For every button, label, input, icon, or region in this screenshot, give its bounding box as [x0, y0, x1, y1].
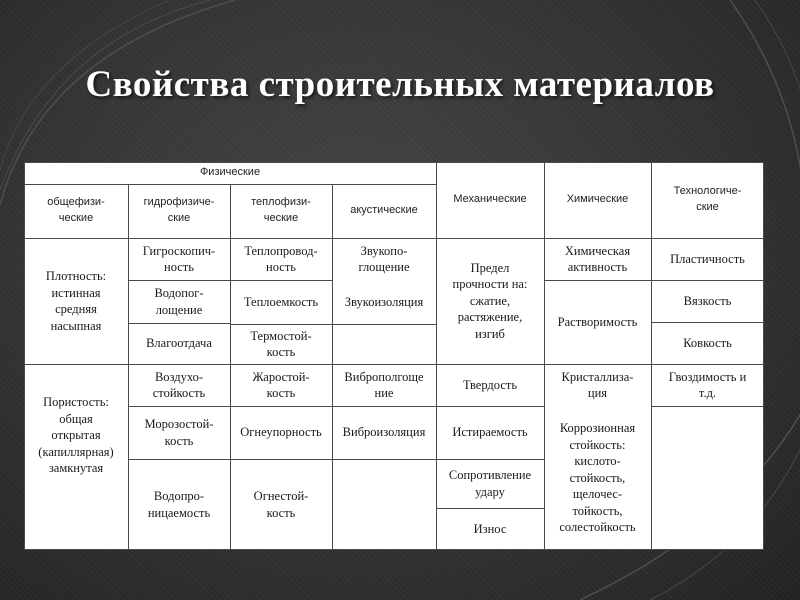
cell-strength: Предел прочности на: сжатие, растяжение, изгиб: [452, 260, 528, 341]
cell-water-absorption: Водопог- лощение: [154, 286, 204, 317]
cell-abrasion: Истираемость: [452, 425, 528, 440]
cell-viscosity: Вязкость: [683, 293, 732, 308]
header-physical: Физические: [199, 166, 261, 179]
header-acoustic: акустические: [350, 204, 418, 217]
cell-fire-resistance-refractory: Огнеупорность: [240, 425, 322, 440]
cell-vibration-absorption: Виброполгоще ние: [344, 369, 424, 400]
cell-chemical-activity: Химическая активность: [564, 243, 631, 274]
cell-heat-capacity: Теплоемкость: [243, 294, 319, 309]
cell-sound-insulation: Звукоизоляция: [344, 294, 424, 309]
header-mechanical: Механические: [453, 193, 527, 206]
cell-corrosion-resistance: Коррозионная стойкость: кислото- стойкость, щелочес- тойкость, солестойкость: [559, 421, 636, 535]
header-chemical: Химические: [566, 193, 629, 206]
cell-hygroscopicity: Гигроскопич- ность: [142, 243, 216, 274]
cell-acoustic-empty-bottom: [332, 459, 436, 550]
header-general-physical: общефизи- ческие: [47, 196, 105, 224]
cell-malleability: Ковкость: [683, 335, 732, 350]
cell-plasticity: Пластичность: [670, 251, 745, 266]
cell-water-permeability: Водопро- ницаемость: [147, 489, 211, 520]
cell-thermal-resistance: Термостой- кость: [250, 328, 312, 359]
cell-acoustic-empty: [332, 324, 436, 364]
cell-wear: Износ: [473, 521, 507, 536]
cell-fire-resistance: Огнестой- кость: [253, 489, 309, 520]
header-thermophysical: теплофизи- ческие: [251, 196, 311, 224]
header-technological: Технологиче- ские: [673, 185, 742, 213]
cell-nailability: Гвоздимость и т.д.: [668, 369, 747, 400]
cell-technological-empty: [651, 406, 764, 550]
properties-table: [24, 162, 764, 550]
cell-moisture-release: Влагоотдача: [146, 336, 212, 351]
cell-heat-resistance: Жаростой- кость: [252, 369, 310, 400]
slide-title: Свойства строительных материалов: [85, 64, 715, 105]
header-hydrophysical: гидрофизиче- ские: [143, 196, 215, 224]
cell-air-resistance: Воздухо- стойкость: [152, 369, 206, 400]
cell-crystallization: Кристаллиза- ция: [561, 369, 634, 400]
cell-solubility: Растворимость: [557, 314, 638, 329]
cell-impact-resistance: Сопротивление удару: [448, 468, 532, 499]
cell-vibration-insulation: Виброизоляция: [342, 425, 426, 440]
cell-thermal-conductivity: Теплопровод- ность: [244, 243, 318, 274]
cell-hardness: Твердость: [462, 377, 518, 392]
cell-sound-absorption: Звукопо- глощение: [358, 243, 410, 274]
cell-porosity: Пористость: общая открытая (капиллярная) замкнутая: [38, 395, 114, 475]
cell-density: Плотность: истинная средняя насыпная: [45, 269, 107, 333]
cell-frost-resistance: Морозостой- кость: [144, 417, 214, 448]
